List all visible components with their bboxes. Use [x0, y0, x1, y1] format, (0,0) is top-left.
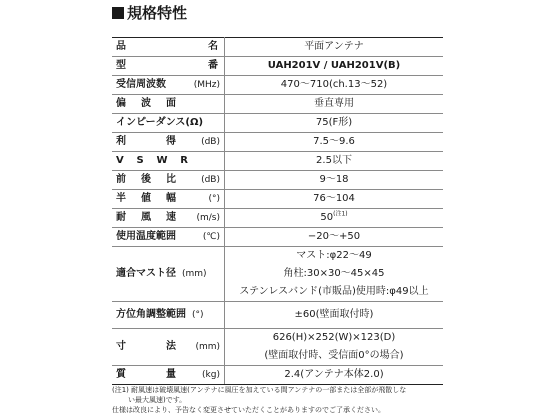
row-value: 7.5～9.6 — [225, 133, 444, 152]
row-value: マスト:φ22～49 角柱:30×30～45×45 ステンレスバンド(市販品)使用時:φ49以上 — [225, 247, 444, 302]
row-label: 耐 風 速 (m/s) — [112, 209, 225, 228]
row-value: 平面アンテナ — [225, 38, 444, 57]
table-row — [112, 190, 443, 209]
table-row — [112, 57, 443, 76]
spec-table — [112, 37, 443, 385]
table-row — [112, 114, 443, 133]
section-title-text: 規格特性 — [127, 4, 188, 22]
table-row — [112, 209, 443, 228]
footnotes — [112, 385, 452, 415]
table-row — [112, 95, 443, 114]
row-value: 470～710(ch.13～52) — [225, 76, 444, 95]
footnote-2: 仕様は改良により、予告なく変更させていただくことがありますのでご了承ください。 — [112, 406, 385, 414]
table-row — [112, 76, 443, 95]
table-row — [112, 38, 443, 57]
row-value: −20～+50 — [225, 228, 444, 247]
table-row — [112, 302, 443, 329]
footnote-1: (注1) 耐風速は破壊風速(アンテナに風圧を加えている間アンテナの一部または全部が飛散しな — [112, 386, 407, 394]
row-value: 76～104 — [225, 190, 444, 209]
row-label: 偏 波 面 — [112, 95, 225, 114]
table-row — [112, 247, 443, 302]
table-row — [112, 133, 443, 152]
table-row — [112, 228, 443, 247]
row-label: 質 量 (kg) — [112, 366, 225, 385]
row-value: 9～18 — [225, 171, 444, 190]
footnote-ref: (注1) — [333, 210, 348, 218]
row-label: 前 後 比 (dB) — [112, 171, 225, 190]
row-label: インピーダンス(Ω) — [112, 114, 225, 133]
table-row — [112, 366, 443, 385]
row-label: 方位角調整範囲 (°) — [112, 302, 225, 329]
row-label: 半 値 幅 (°) — [112, 190, 225, 209]
row-label: V S W R — [112, 152, 225, 171]
row-label: 品 名 — [112, 38, 225, 57]
row-label: 受信周波数 (MHz) — [112, 76, 225, 95]
row-value: 2.4(アンテナ本体2.0) — [225, 366, 444, 385]
row-label: 型 番 — [112, 57, 225, 76]
row-value: 垂直専用 — [225, 95, 444, 114]
row-value: 75(F形) — [225, 114, 444, 133]
row-value: UAH201V / UAH201V(B) — [225, 57, 444, 76]
row-value: $50^{(注1)}$ — [225, 209, 444, 228]
row-value: ±60(壁面取付時) — [225, 302, 444, 329]
row-label: 適合マスト径 (mm) — [112, 247, 225, 302]
table-row — [112, 329, 443, 366]
row-label: 使用温度範囲 (℃) — [112, 228, 225, 247]
section-title — [112, 2, 187, 24]
footnote-1-cont: い最大風速)です。 — [128, 396, 187, 404]
row-value: 626(H)×252(W)×123(D) (壁面取付時、受信面0°の場合) — [225, 329, 444, 366]
row-label: 利 得 (dB) — [112, 133, 225, 152]
square-bullet-icon — [112, 7, 124, 19]
row-value: 2.5以下 — [225, 152, 444, 171]
table-row — [112, 152, 443, 171]
row-label: 寸 法 (mm) — [112, 329, 225, 366]
table-row — [112, 171, 443, 190]
